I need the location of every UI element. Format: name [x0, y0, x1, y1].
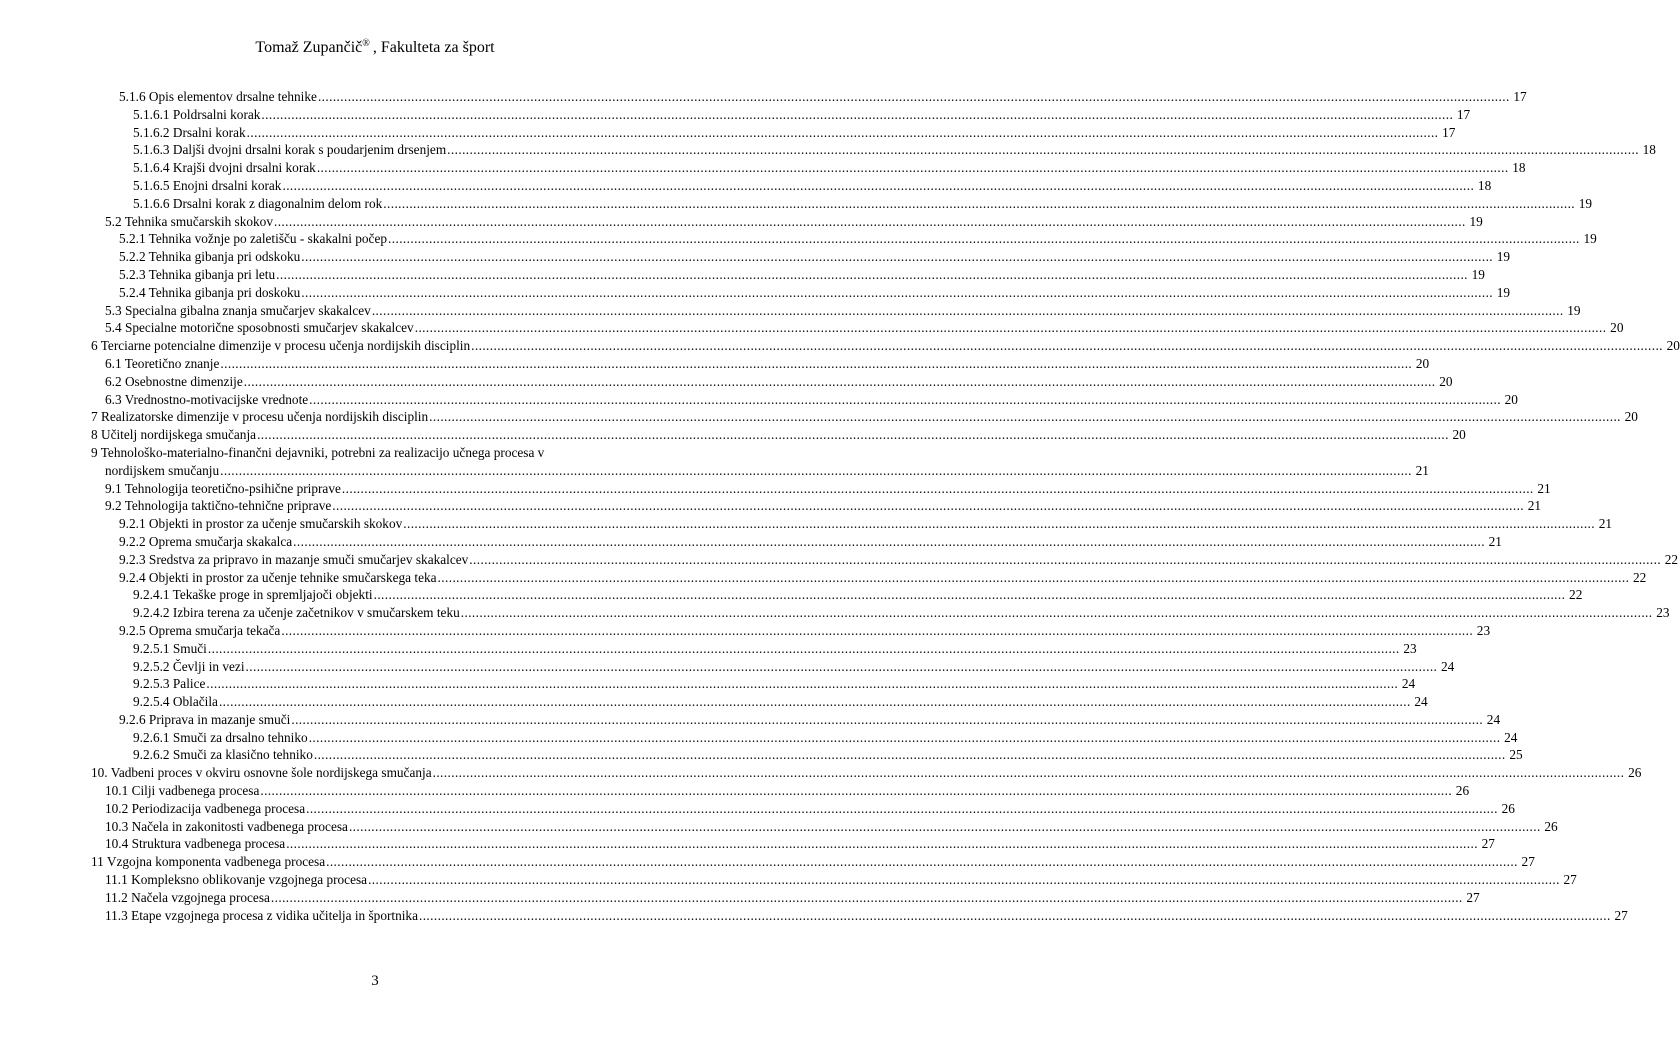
toc-entry-title: 10. Vadbeni proces v okviru osnovne šole nordijskega smučanja [91, 765, 432, 781]
toc-entry[interactable] [91, 604, 1670, 622]
toc-entry-title: 9.2.1 Objekti in prostor za učenje smučarskih skokov [119, 516, 403, 532]
toc-entry-page: 26 [1544, 818, 1558, 834]
dot-leader [261, 106, 1453, 124]
toc-entry-title: 11.2 Načela vzgojnega procesa [105, 889, 270, 905]
toc-entry[interactable] [91, 658, 1455, 676]
toc-entry-title: 5.2.2 Tehnika gibanja pri odskoku [119, 249, 301, 265]
toc-entry-page: 26 [1628, 765, 1642, 781]
toc-entry-page: 21 [1598, 516, 1612, 532]
toc-entry[interactable] [91, 533, 1502, 551]
dot-leader [317, 159, 1509, 177]
toc-entry[interactable] [91, 337, 1680, 355]
toc-entry[interactable] [91, 853, 1535, 871]
toc-entry-page: 20 [1666, 338, 1680, 354]
toc-entry[interactable] [91, 693, 1428, 711]
toc-entry[interactable] [91, 586, 1583, 604]
toc-entry[interactable] [91, 622, 1491, 640]
dot-leader [247, 124, 1439, 142]
dot-leader [383, 195, 1575, 213]
toc-entry[interactable] [91, 391, 1518, 409]
toc-entry-title: 5.1.6 Opis elementov drsalne tehnike [119, 89, 317, 104]
dot-leader [257, 426, 1449, 444]
toc-entry-page: 21 [1537, 480, 1551, 496]
dot-leader [415, 319, 1607, 337]
toc-entry-page: 27 [1481, 836, 1495, 852]
toc-entry-page: 19 [1496, 249, 1511, 265]
toc-entry-page: 20 [1610, 320, 1624, 336]
toc-entry-page: 18 [1642, 142, 1656, 158]
toc-entry[interactable] [91, 213, 1483, 231]
header-institution: , Fakulteta za šport [372, 39, 495, 56]
toc-entry[interactable] [91, 248, 1511, 266]
toc-entry[interactable] [91, 551, 1679, 569]
registered-mark: ® [362, 37, 370, 49]
dot-leader [342, 480, 1534, 498]
toc-entry[interactable] [91, 177, 1492, 195]
toc-entry-page: 19 [1469, 213, 1483, 229]
dot-leader [309, 391, 1501, 409]
toc-entry-page: 24 [1486, 711, 1501, 727]
toc-entry[interactable] [91, 515, 1612, 533]
page-number: 3 [371, 973, 379, 989]
toc-entry-title: 10.1 Cilji vadbenega procesa [105, 783, 260, 799]
toc-entry[interactable] [91, 230, 1597, 248]
toc-entry-title: 10.4 Struktura vadbenega procesa [105, 836, 286, 852]
dot-leader [374, 586, 1566, 604]
toc-entry-title: 5.2 Tehnika smučarskih skokov [105, 213, 273, 229]
dot-leader [433, 764, 1625, 782]
toc-entry-title-continued: nordijskem smučanju [105, 462, 220, 478]
toc-entry[interactable] [91, 711, 1501, 729]
dot-leader [220, 355, 1412, 373]
toc-entry-title: 9.1 Tehnologija teoretično-psihične priprave [105, 480, 341, 496]
dot-leader [220, 462, 1412, 480]
toc-entry-page: 20 [1439, 373, 1453, 389]
toc-entry-page: 24 [1504, 729, 1518, 745]
dot-leader [276, 266, 1468, 284]
toc-entry-title: 10.3 Načela in zakonitosti vadbenega procesa [105, 818, 348, 834]
toc-entry-title: 11.3 Etape vzgojnega procesa z vidika učitelja in športnika [105, 907, 418, 923]
table-of-contents [91, 88, 1680, 924]
toc-entry-title: 6.2 Osebnostne dimenzije [105, 373, 243, 389]
dot-leader [206, 675, 1398, 693]
toc-entry[interactable] [91, 266, 1485, 284]
toc-entry[interactable] [91, 835, 1495, 853]
toc-entry-page: 23 [1403, 640, 1417, 656]
toc-entry-title: 11 Vzgojna komponenta vadbenega procesa [91, 854, 326, 870]
toc-entry-title: 5.3 Specialna gibalna znanja smučarjev skakalcev [105, 302, 371, 318]
dot-leader [429, 408, 1621, 426]
toc-entry[interactable] [91, 124, 1456, 142]
toc-entry-page: 27 [1466, 889, 1480, 905]
toc-entry-page: 19 [1471, 266, 1485, 282]
toc-entry-title: 9.2.6 Priprava in mazanje smuči [119, 711, 291, 727]
dot-leader [219, 693, 1411, 711]
toc-entry-page: 19 [1578, 195, 1593, 211]
toc-entry[interactable] [91, 426, 1466, 444]
toc-entry[interactable] [91, 141, 1656, 159]
dot-leader [461, 604, 1653, 622]
dot-leader [282, 177, 1474, 195]
toc-entry-title: 9 Tehnološko-materialno-finančni dejavniki, potrebni za realizacijo učnega procesa v [91, 444, 545, 460]
toc-entry-title: 6.3 Vrednostno-motivacijske vrednote [105, 391, 309, 407]
toc-entry-title: 9.2.5.2 Čevlji in vezi [133, 658, 245, 674]
toc-entry[interactable] [91, 444, 1429, 480]
toc-entry[interactable] [91, 569, 1647, 587]
toc-entry[interactable] [91, 746, 1523, 764]
toc-entry-title: 5.1.6.2 Drsalni korak [133, 124, 246, 140]
toc-entry-page: 24 [1440, 658, 1455, 674]
dot-leader [301, 284, 1493, 302]
toc-entry-page: 22 [1569, 587, 1583, 603]
toc-entry-page: 17 [1442, 124, 1456, 140]
toc-entry-page: 26 [1501, 800, 1515, 816]
toc-entry-page: 22 [1664, 551, 1679, 567]
toc-entry-page: 18 [1477, 177, 1492, 193]
toc-entry-page: 19 [1583, 231, 1597, 247]
toc-entry-page: 25 [1509, 747, 1523, 763]
toc-entry-title: 9.2.4.1 Tekaške proge in spremljajoči objekti [133, 587, 373, 603]
toc-entry-title: 5.1.6.1 Poldrsalni korak [133, 106, 261, 122]
dot-leader [246, 658, 1438, 676]
toc-entry-page: 21 [1415, 462, 1429, 478]
toc-entry-page: 27 [1563, 872, 1577, 888]
toc-entry-page: 20 [1415, 355, 1430, 371]
dot-leader [471, 337, 1663, 355]
toc-entry[interactable] [91, 284, 1511, 302]
dot-leader [271, 889, 1463, 907]
dot-leader [368, 871, 1560, 889]
toc-entry-page: 23 [1656, 605, 1670, 621]
toc-entry-title: 5.1.6.3 Daljši dvojni drsalni korak s poudarjenim drsenjem [133, 142, 447, 158]
dot-leader [349, 818, 1541, 836]
dot-leader [286, 835, 1478, 853]
toc-entry-title: 9.2.5.4 Oblačila [133, 694, 218, 710]
toc-entry-page: 18 [1512, 160, 1526, 176]
toc-entry-title: 9.2.2 Oprema smučarja skakalca [119, 533, 293, 549]
toc-entry[interactable] [91, 355, 1430, 373]
toc-entry[interactable] [91, 497, 1542, 515]
toc-entry[interactable] [91, 373, 1453, 391]
toc-entry-page: 21 [1488, 533, 1502, 549]
toc-entry[interactable] [91, 480, 1551, 498]
toc-entry-title: 9.2.4 Objekti in prostor za učenje tehnike smučarskega teka [119, 569, 437, 585]
toc-entry-title: 11.1 Kompleksno oblikovanje vzgojnega procesa [105, 872, 368, 888]
toc-entry-title: 7 Realizatorske dimenzije v procesu učenja nordijskih disciplin [91, 409, 429, 425]
toc-entry-title: 5.1.6.4 Krajši dvojni drsalni korak [133, 160, 316, 176]
toc-entry-title: 9.2.3 Sredstva za pripravo in mazanje smuči smučarjev skakalcev [119, 551, 469, 567]
toc-entry-title: 6.1 Teoretično znanje [105, 355, 220, 371]
toc-entry-page: 27 [1614, 907, 1628, 923]
toc-entry-page: 26 [1455, 783, 1470, 799]
toc-entry-title: 5.2.3 Tehnika gibanja pri letu [119, 266, 276, 282]
toc-entry-title: 9.2.6.1 Smuči za drsalno tehniko [133, 729, 308, 745]
toc-entry-page: 27 [1521, 854, 1535, 870]
dot-leader [326, 853, 1518, 871]
dot-leader [208, 640, 1400, 658]
toc-entry[interactable] [91, 871, 1577, 889]
toc-entry-title: 5.1.6.6 Drsalni korak z diagonalnim delom rok [133, 195, 383, 211]
toc-entry-page: 23 [1476, 622, 1491, 638]
dot-leader [469, 551, 1661, 569]
toc-entry-title: 5.1.6.5 Enojni drsalni korak [133, 177, 282, 193]
toc-entry-title: 5.2.4 Tehnika gibanja pri doskoku [119, 284, 301, 300]
toc-entry[interactable] [91, 302, 1581, 320]
toc-entry-title: 10.2 Periodizacija vadbenega procesa [105, 800, 306, 816]
toc-entry[interactable] [91, 800, 1515, 818]
toc-entry-page: 24 [1414, 694, 1428, 710]
toc-entry-title: 5.2.1 Tehnika vožnje po zaletišču - skakalni počep [119, 231, 388, 247]
toc-entry[interactable] [91, 907, 1628, 925]
dot-leader [419, 907, 1611, 925]
toc-entry[interactable] [91, 675, 1416, 693]
toc-entry-page: 20 [1624, 409, 1638, 425]
toc-entry-title: 8 Učitelj nordijskega smučanja [91, 427, 257, 443]
toc-entry-title: 9.2.5.1 Smuči [133, 640, 207, 656]
dot-leader [260, 782, 1452, 800]
toc-entry[interactable] [91, 640, 1417, 658]
toc-entry-page: 21 [1527, 498, 1542, 514]
toc-entry-page: 19 [1567, 302, 1581, 318]
dot-leader [438, 569, 1630, 587]
dot-leader [372, 302, 1564, 320]
toc-entry[interactable] [91, 159, 1526, 177]
toc-entry-page: 24 [1401, 676, 1416, 692]
toc-entry-page: 17 [1456, 106, 1471, 122]
toc-entry[interactable] [91, 782, 1470, 800]
toc-entry[interactable] [91, 195, 1593, 213]
dot-leader [447, 141, 1639, 159]
dot-leader [314, 746, 1506, 764]
toc-entry-page: 19 [1496, 284, 1511, 300]
toc-entry-page: 22 [1633, 569, 1647, 585]
toc-entry-title: 9.2.4.2 Izbira terena za učenje začetnikov v smučarskem teku [133, 605, 460, 621]
toc-entry[interactable] [91, 88, 1527, 106]
dot-leader [301, 248, 1493, 266]
toc-entry[interactable] [91, 106, 1471, 124]
dot-leader [309, 729, 1501, 747]
toc-entry[interactable] [91, 729, 1518, 747]
dot-leader [306, 800, 1498, 818]
toc-entry[interactable] [91, 764, 1642, 782]
toc-entry[interactable] [91, 889, 1480, 907]
toc-entry[interactable] [91, 818, 1558, 836]
toc-entry-title: 5.4 Specialne motorične sposobnosti smučarjev skakalcev [105, 320, 414, 336]
dot-leader [291, 711, 1483, 729]
dot-leader [403, 515, 1595, 533]
toc-entry-title: 9.2.6.2 Smuči za klasično tehniko [133, 747, 313, 763]
dot-leader [388, 230, 1580, 248]
dot-leader [332, 497, 1524, 515]
toc-entry-page: 17 [1513, 89, 1527, 104]
toc-entry-title: 6 Terciarne potencialne dimenzije v procesu učenja nordijskih disciplin [91, 338, 471, 354]
dot-leader [293, 533, 1485, 551]
header-author: Tomaž Zupančič [255, 39, 363, 56]
dot-leader [281, 622, 1473, 640]
toc-entry-title: 9.2.5.3 Palice [133, 676, 206, 692]
page-header [0, 38, 750, 58]
toc-entry[interactable] [91, 408, 1638, 426]
toc-entry-title: 9.2.5 Oprema smučarja tekača [119, 622, 281, 638]
dot-leader [318, 88, 1510, 106]
toc-entry-page: 20 [1452, 427, 1466, 443]
toc-entry[interactable] [91, 319, 1624, 337]
dot-leader [274, 213, 1466, 231]
dot-leader [244, 373, 1436, 391]
toc-entry-title: 9.2 Tehnologija taktično-tehnične priprave [105, 498, 332, 514]
toc-entry-page: 20 [1504, 391, 1518, 407]
